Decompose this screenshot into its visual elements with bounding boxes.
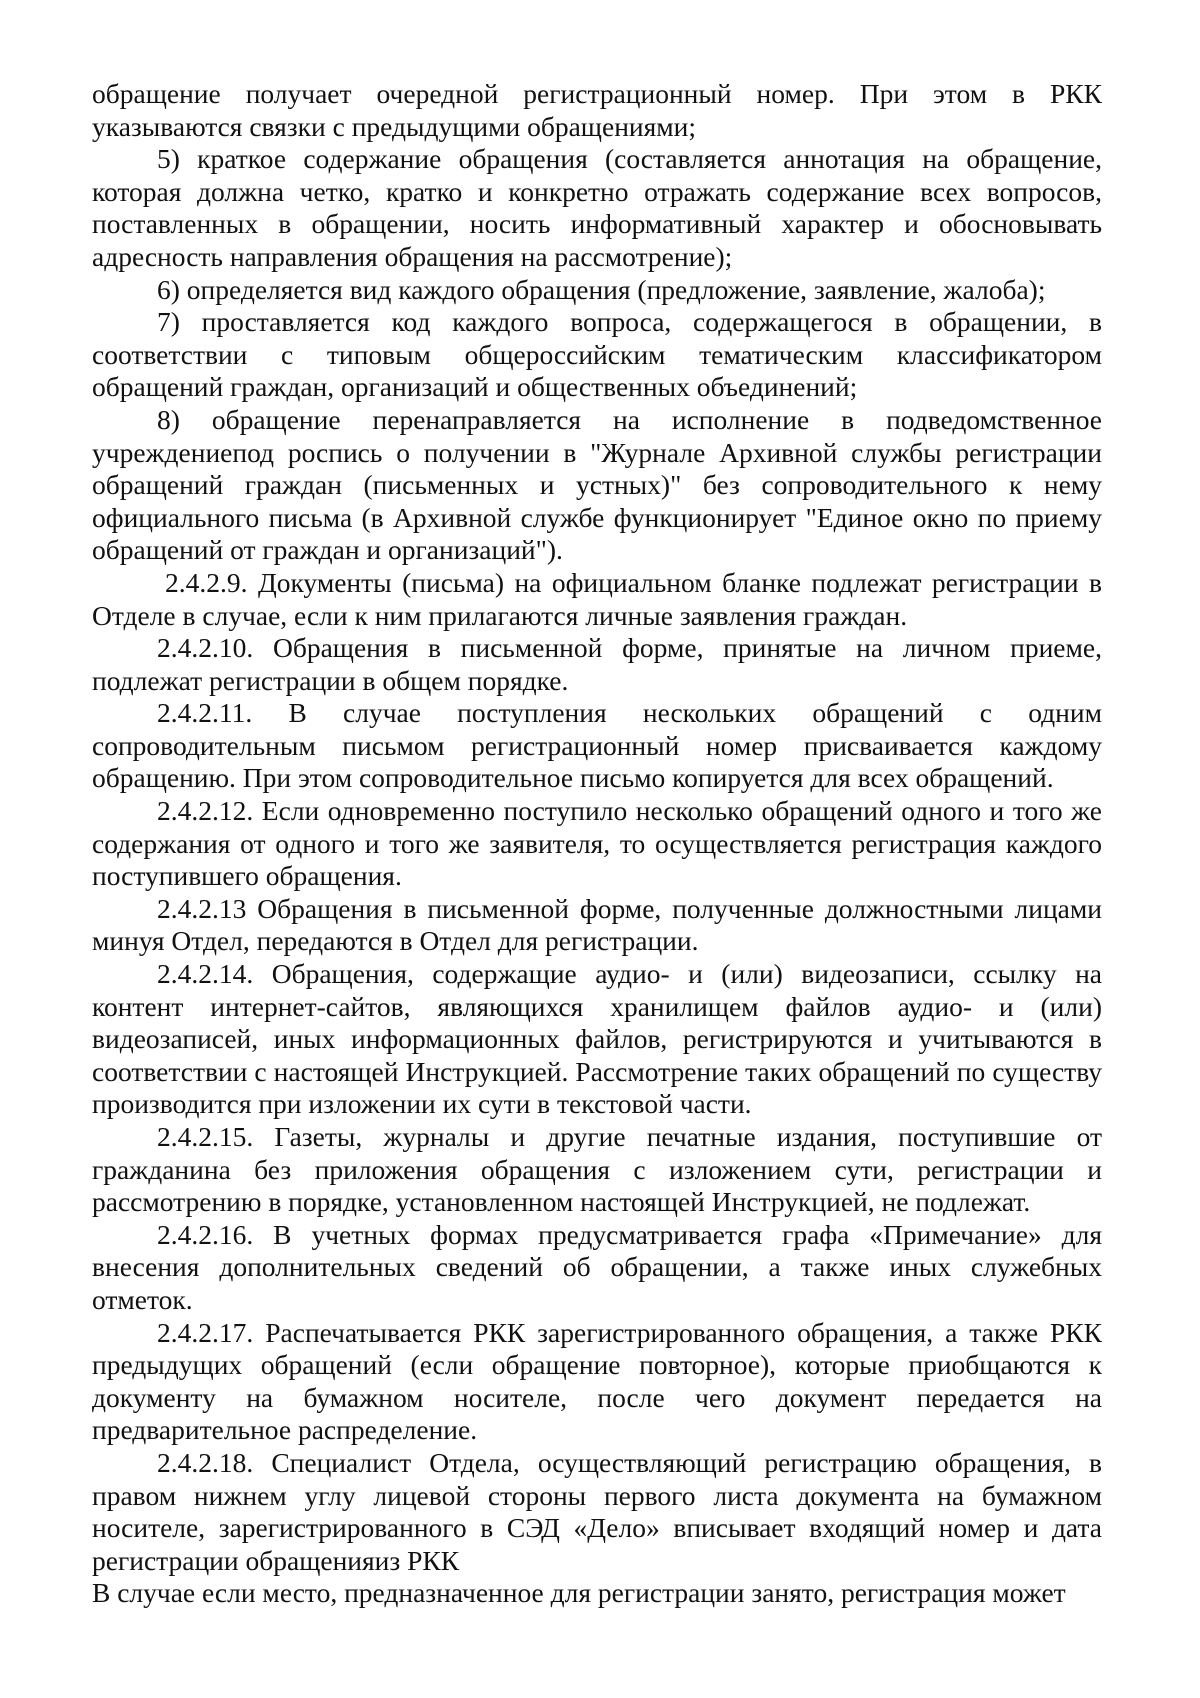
paragraph-2-4-2-9: 2.4.2.9. Документы (письма) на официальном бланке подлежат регистрации в Отделе в случае, если к ним прилагаются личные заявления граждан. [92,566,1102,631]
paragraph-item-7: 7) проставляется код каждого вопроса, содержащегося в обращении, в соответствии с типовым общероссийским тематическим классификатором обращений граждан, организаций и общественных объединений; [92,306,1102,403]
paragraph-final: В случае если место, предназначенное для регистрации занято, регистрация может [92,1577,1066,1609]
paragraph-item-5: 5) краткое содержание обращения (составляется аннотация на обращение, которая должна четко, кратко и конкретно отражать содержание всех вопросов, поставленных в обращении, носить информативный характер и обосновывать адресность направления обращения на рассмотрение); [92,143,1102,272]
paragraph-2-4-2-10: 2.4.2.10. Обращения в письменной форме, принятые на личном приеме, подлежат регистрации в общем порядке. [92,632,1102,696]
paragraph-continuation: обращение получает очередной регистрационный номер. При этом в РКК указываются связки с предыдущими обращениями; [92,78,1102,142]
paragraph-item-6: 6) определяется вид каждого обращения (предложение, заявление, жалоба); [157,273,1046,305]
paragraph-2-4-2-16: 2.4.2.16. В учетных формах предусматривается графа «Примечание» для внесения дополнительных сведений об обращении, а также иных служебных отметок. [92,1218,1102,1315]
paragraph-2-4-2-15: 2.4.2.15. Газеты, журналы и другие печатные издания, поступившие от гражданина без приложения обращения с изложением сути, регистрации и рассмотрению в порядке, установленном настоящей Инструкцией, не подлежат. [92,1121,1102,1218]
paragraph-2-4-2-11: 2.4.2.11. В случае поступления нескольких обращений с одним сопроводительным письмом регистрационный номер присваивается каждому обращению. При этом сопроводительное письмо копируется для всех обращений. [92,697,1102,794]
paragraph-2-4-2-13: 2.4.2.13 Обращения в письменной форме, полученные должностными лицами минуя Отдел, передаются в Отдел для регистрации. [92,892,1102,957]
paragraph-2-4-2-12: 2.4.2.12. Если одновременно поступило несколько обращений одного и того же содержания от одного и того же заявителя, то осуществляется регистрация каждого поступившего обращения. [92,795,1102,892]
paragraph-2-4-2-14: 2.4.2.14. Обращения, содержащие аудио- и (или) видеозаписи, ссылку на контент интернет-сайтов, являющихся хранилищем файлов аудио- и (или) видеозаписей, иных информационных файлов, регистрируются и учитываются в соответствии с настоящей Инструкцией. Рассмотрение таких обращений по существу производится при изложении их сути в текстовой части. [92,958,1102,1120]
paragraph-item-8: 8) обращение перенаправляется на исполнение в подведомственное учреждениепод роспись о получении в "Журнале Архивной службы регистрации обращений граждан (письменных и устных)" без сопроводительного к нему официального письма (в Архивной службе функционирует "Единое окно по приему обращений от граждан и организаций"). [92,403,1102,566]
paragraph-2-4-2-18: 2.4.2.18. Специалист Отдела, осуществляющий регистрацию обращения, в правом нижнем углу лицевой стороны первого листа документа на бумажном носителе, зарегистрированного в СЭД «Дело» вписывает входящий номер и дата регистрации обращенияиз РКК [92,1446,1102,1576]
document-page [92,78,1102,1610]
paragraph-2-4-2-17: 2.4.2.17. Распечатывается РКК зарегистрированного обращения, а также РКК предыдущих обращений (если обращение повторное), которые приобщаются к документу на бумажном носителе, после чего документ передается на предварительное распределение. [92,1316,1102,1446]
